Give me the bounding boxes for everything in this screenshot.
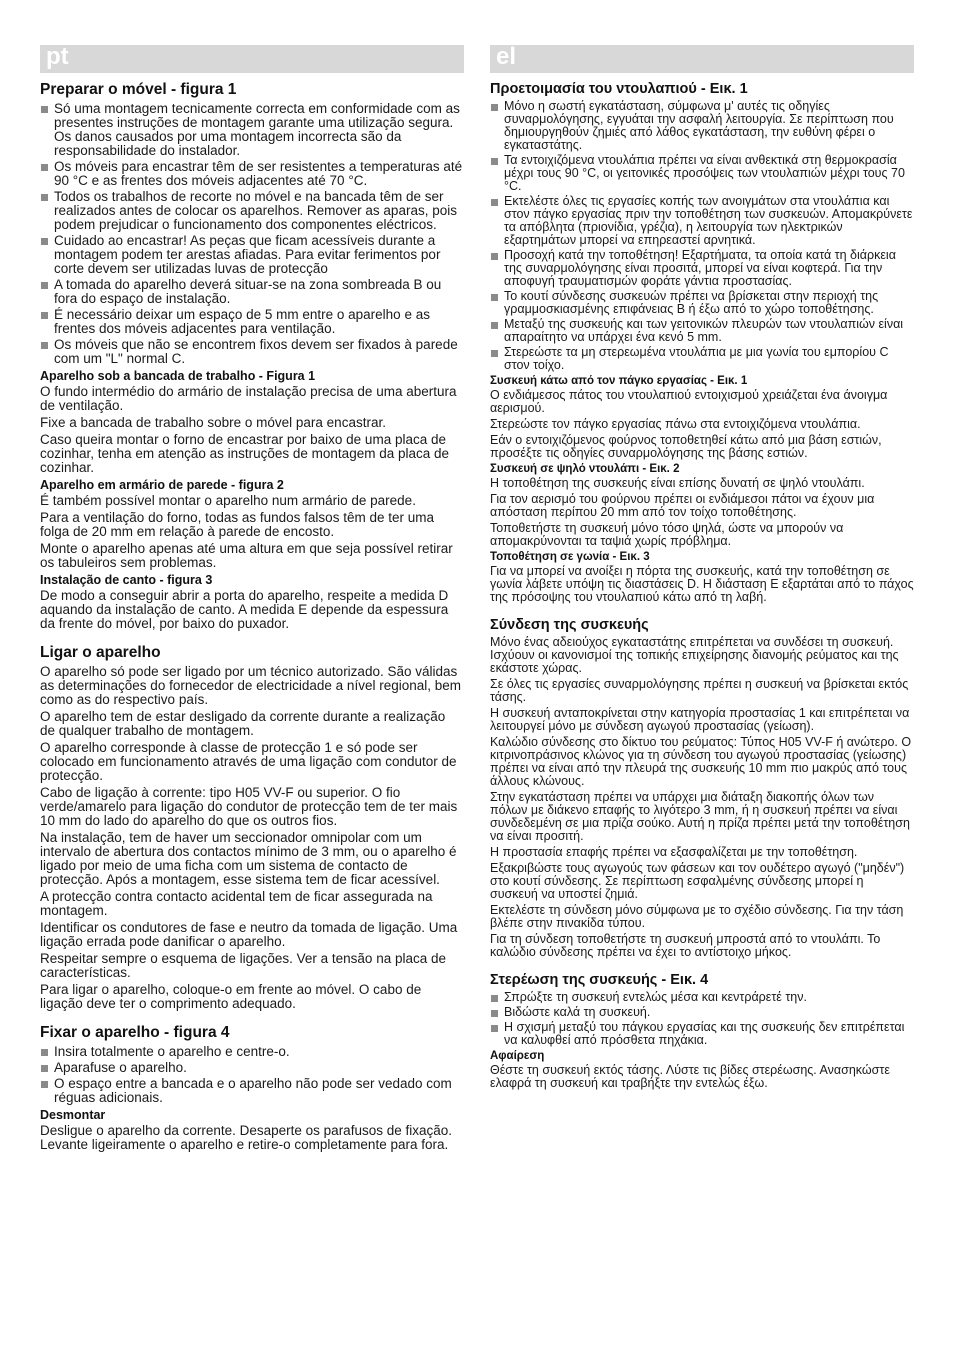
paragraph: O aparelho corresponde à classe de protecção 1 e só pode ser colocado em funcionamento através de uma ligação com condutor de protecção.: [40, 740, 457, 783]
list-item: Insira totalmente o aparelho e centre-o.: [40, 1045, 464, 1059]
paragraph: Μόνο ένας αδειούχος εγκαταστάτης επιτρέπεται να συνδέσει τη συσκευή. Ισχύουν οι κανονισμοί της τοπικής επιχείρησης διανομής ρεύματος και της εκάστοτε χώρας.: [490, 635, 899, 675]
paragraph: Σε όλες τις εργασίες συναρμολόγησης πρέπει η συσκευή να βρίσκεται εκτός τάσης.: [490, 677, 909, 704]
paragraph: Για τη σύνδεση τοποθετήστε τη συσκευή μπροστά από το ντουλάπι. Το καλώδιο σύνδεσης πρέπει να έχει το αντίστοιχο μήκος.: [490, 932, 881, 959]
list-item: Os móveis para encastrar têm de ser resistentes a temperaturas até 90 °C e as frentes dos móveis adjacentes até 70 °C.: [40, 160, 464, 188]
paragraph: Καλώδιο σύνδεσης στο δίκτυο του ρεύματος: Τύπος H05 VV-F ή ανώτερο. Ο κιτρινοπράσινος κλώνος για τη σύνδεση του αγωγού προστασίας (γείωσης) πρέπει να είναι από την πλευρά της συσκευής 10 mm πιο μακρύς από τους άλλους κλώνους.: [490, 735, 912, 788]
list-item: Μόνο η σωστή εγκατάσταση, σύμφωνα μ' αυτές τις οδηγίες συναρμολόγησης, εγγυάται την ασφαλή λειτουργία. Σε περίπτωση που δημιουργηθούν ζημιές από λάθος εγκατάσταση, την ευθύνη φέρει ο εγκαταστάτης.: [490, 100, 914, 152]
list-item: Εκτελέστε όλες τις εργασίες κοπής των ανοιγμάτων στα ντουλάπια και στον πάγκο εργασίας πριν την τοποθέτηση των συσκευών. Απομακρύνετε τα απόβλητα (πριονίδια, γρέζια), η λειτουργία των ηλεκτρικών εξαρτημάτων μπορεί να επηρεαστεί αρνητικά.: [490, 195, 914, 247]
section-heading-fix: Στερέωση της συσκευής - Εικ. 4: [490, 972, 709, 988]
list-item: A tomada do aparelho deverá situar-se na zona sombreada B ou fora do espaço de instalação.: [40, 278, 464, 306]
paragraph: Cabo de ligação à corrente: tipo H05 VV-F ou superior. O fio verde/amarelo para ligação do condutor de protecção tem de ter mais 10 mm do lado do aparelho do que os outros fios.: [40, 785, 458, 828]
list-item: Στερεώστε τα μη στερεωμένα ντουλάπια με μια γωνία του εμπορίου C στον τοίχο.: [490, 346, 914, 372]
subheading-corner-installation: Τοποθέτηση σε γωνία - Εικ. 3: [490, 551, 650, 563]
prepare-list: [40, 102, 464, 366]
list-item: O espaço entre a bancada e o aparelho não pode ser vedado com réguas adicionais.: [40, 1077, 464, 1105]
list-item: Só uma montagem tecnicamente correcta em conformidade com as presentes instruções de montagem garante uma utilização segura. Os danos causados por uma montagem incorrecta são da responsabilidade do instalador.: [40, 102, 464, 158]
paragraph: Για να μπορεί να ανοίξει η πόρτα της συσκευής, κατά την τοποθέτηση σε γωνία λάβετε υπόψη τις διαστάσεις D. Η διάσταση E εξαρτάται από το πάχος της πρόσοψης του ντουλαπιού κάτω από τη λαβή.: [490, 564, 914, 604]
paragraph: Στερεώστε τον πάγκο εργασίας πάνω στα εντοιχιζόμενα ντουλάπια.: [490, 417, 861, 431]
subheading-corner-installation: Instalação de canto - figura 3: [40, 573, 213, 587]
paragraph: Desligue o aparelho da corrente. Desaperte os parafusos de fixação. Levante ligeiramente o aparelho e retire-o completamente para fora.: [40, 1123, 453, 1152]
connect-paragraphs: [490, 636, 914, 959]
column-pt: [40, 45, 464, 1155]
list-item: Os móveis que não se encontrem fixos devem ser fixados à parede com um "L" normal C.: [40, 338, 464, 366]
list-item: Τα εντοιχιζόμενα ντουλάπια πρέπει να είναι ανθεκτικά στη θερμοκρασία μέχρι τους 90 °C, οι γειτονικές προσόψεις των ντουλαπιών μέχρι τους 70 °C.: [490, 154, 914, 193]
paragraph: Εξακριβώστε τους αγωγούς των φάσεων και τον ουδέτερο αγωγό ("μηδέν") στο κουτί σύνδεσης. Σε περίπτωση εσφαλμένης σύνδεσης μπορεί η συσκευή να υποστεί ζημιά.: [490, 861, 905, 901]
subheading-tall-cabinet: Aparelho em armário de parede - figura 2: [40, 478, 284, 492]
connect-paragraphs: [40, 665, 464, 1011]
section-heading-prepare: Preparar o móvel - figura 1: [40, 81, 237, 98]
list-item: Βιδώστε καλά τη συσκευή.: [490, 1006, 914, 1019]
list-item: Η σχισμή μεταξύ του πάγκου εργασίας και της συσκευής δεν επιτρέπεται να καλυφθεί από πρόσθετα πηχάκια.: [490, 1021, 914, 1047]
paragraph: Fixe a bancada de trabalho sobre o móvel para encastrar.: [40, 415, 386, 430]
column-el: [490, 45, 914, 1093]
paragraph: Θέστε τη συσκευή εκτός τάσης. Λύστε τις βίδες στερέωσης. Ανασηκώστε ελαφρά τη συσκευή και τραβήξτε την εντελώς έξω.: [490, 1063, 890, 1090]
list-item: Μεταξύ της συσκευής και των γειτονικών πλευρών των ντουλαπιών είναι απαραίτητο να υπάρχει ένα κενό 5 mm.: [490, 318, 914, 344]
paragraph: Εάν ο εντοιχιζόμενος φούρνος τοποθετηθεί κάτω από μια βάση εστιών, προσέξτε τις οδηγίες συναρμολόγησης της βάσης εστιών.: [490, 433, 882, 460]
paragraph: Στην εγκατάσταση πρέπει να υπάρχει μια διάταξη διακοπής όλων των πόλων με διάκενο επαφής το λιγότερο 3 mm, ή η συσκευή πρέπει να είναι συνδεδεμένη σε μια πρίζα σούκο. Αυτή η πρίζα πρέπει μετά την τοποθέτηση να είναι προσιτή.: [490, 790, 910, 843]
paragraph: Εκτελέστε τη σύνδεση μόνο σύμφωνα με το σχέδιο σύνδεσης. Για την τάση βλέπε στην πινακίδα τύπου.: [490, 903, 904, 930]
paragraph: Caso queira montar o forno de encastrar por baixo de uma placa de cozinhar, tenha em atenção as instruções de montagem da placa de cozinhar.: [40, 432, 450, 475]
paragraph: Monte o aparelho apenas até uma altura em que seja possível retirar os tabuleiros sem problemas.: [40, 541, 453, 570]
list-item: Aparafuse o aparelho.: [40, 1061, 464, 1075]
paragraph: Identificar os condutores de fase e neutro da tomada de ligação. Uma ligação errada pode danificar o aparelho.: [40, 920, 458, 949]
paragraph: De modo a conseguir abrir a porta do aparelho, respeite a medida D aquando da instalação de canto. A medida E depende da espessura da frente do móvel, por baixo do puxador.: [40, 588, 449, 631]
paragraph: Για τον αερισμό του φούρνου πρέπει οι ενδιάμεσοι πάτοι να έχουν μια απόσταση περίπου 20 mm από τον τοίχο τοποθέτησης.: [490, 492, 875, 519]
prepare-list: [490, 100, 914, 372]
paragraph: Η προστασία επαφής πρέπει να εξασφαλίζεται με την τοποθέτηση.: [490, 845, 858, 859]
language-code: el: [496, 43, 517, 70]
paragraph: É também possível montar o aparelho num armário de parede.: [40, 493, 416, 508]
paragraph: Ο ενδιάμεσος πάτος του ντουλαπιού εντοιχισμού χρειάζεται ένα άνοιγμα αερισμού.: [490, 388, 888, 415]
paragraph: Η τοποθέτηση της συσκευής είναι επίσης δυνατή σε ψηλό ντουλάπι.: [490, 476, 865, 490]
language-bar: [40, 45, 464, 73]
paragraph: Para ligar o aparelho, coloque-o em frente ao móvel. O cabo de ligação deve ter o comprimento adequado.: [40, 982, 422, 1011]
fix-list: [490, 991, 914, 1047]
section-heading-fix: Fixar o aparelho - figura 4: [40, 1024, 230, 1041]
paragraph: O aparelho tem de estar desligado da corrente durante a realização de qualquer trabalho de montagem.: [40, 709, 446, 738]
paragraph: Para a ventilação do forno, todas as fundos falsos têm de ter uma folga de 20 mm em relação à parede de encosto.: [40, 510, 434, 539]
subheading-under-worktop: Συσκευή κάτω από τον πάγκο εργασίας - Εικ. 1: [490, 375, 748, 387]
section-heading-connect: Σύνδεση της συσκευής: [490, 617, 649, 633]
list-item: Το κουτί σύνδεσης συσκευών πρέπει να βρίσκεται στην περιοχή της γραμμοσκιασμένης επιφάνειας B ή έξω από το χώρο τοποθέτησης.: [490, 290, 914, 316]
paragraph: A protecção contra contacto acidental tem de ficar assegurada na montagem.: [40, 889, 433, 918]
paragraph: O aparelho só pode ser ligado por um técnico autorizado. São válidas as determinações do fornecedor de electricidade a nível regional, bem como as do respectivo país.: [40, 664, 461, 707]
fix-list: [40, 1045, 464, 1105]
paragraph: Η συσκευή ανταποκρίνεται στην κατηγορία προστασίας 1 και επιτρέπεται να λειτουργεί μόνο με σύνδεση αγωγού προστασίας (γείωση).: [490, 706, 910, 733]
paragraph: Τοποθετήστε τη συσκευή μόνο τόσο ψηλά, ώστε να μπορούν να απομακρύνονται τα ταψιά χωρίς πρόβλημα.: [490, 521, 844, 548]
list-item: Σπρώξτε τη συσκευή εντελώς μέσα και κεντράρετέ την.: [490, 991, 914, 1004]
paragraph: Respeitar sempre o esquema de ligações. Ver a tensão na placa de características.: [40, 951, 447, 980]
subheading-removal: Desmontar: [40, 1108, 106, 1122]
list-item: É necessário deixar um espaço de 5 mm entre o aparelho e as frentes dos móveis adjacentes para ventilação.: [40, 308, 464, 336]
section-heading-connect: Ligar o aparelho: [40, 644, 161, 661]
list-item: Προσοχή κατά την τοποθέτηση! Εξαρτήματα, τα οποία κατά τη διάρκεια της συναρμολόγησης είναι προσιτά, μπορεί να είναι κοφτερά. Για την αποφυγή τραυματισμών φοράτε γάντια προστασίας.: [490, 249, 914, 288]
subheading-under-worktop: Aparelho sob a bancada de trabalho - Figura 1: [40, 369, 316, 383]
language-bar: [490, 45, 914, 73]
subheading-tall-cabinet: Συσκευή σε ψηλό ντουλάπι - Εικ. 2: [490, 463, 680, 475]
paragraph: Na instalação, tem de haver um seccionador omnipolar com um intervalo de abertura dos contactos mínimo de 3 mm, ou o aparelho é ligado por meio de uma ficha com um sistema de contacto de protecção. Após a montagem, esse sistema tem de ficar acessível.: [40, 830, 457, 887]
paragraph: O fundo intermédio do armário de instalação precisa de uma abertura de ventilação.: [40, 384, 457, 413]
list-item: Cuidado ao encastrar! As peças que ficam acessíveis durante a montagem podem ter arestas afiadas. Para evitar ferimentos por corte devem ser utilizadas luvas de protecção: [40, 234, 464, 276]
section-heading-prepare: Προετοιμασία του ντουλαπιού - Εικ. 1: [490, 81, 748, 97]
language-code: pt: [46, 43, 69, 70]
list-item: Todos os trabalhos de recorte no móvel e na bancada têm de ser realizados antes de colocar os aparelhos. Remover as aparas, pois podem prejudicar o funcionamento dos componentes eléctricos.: [40, 190, 464, 232]
subheading-removal: Αφαίρεση: [490, 1050, 545, 1062]
